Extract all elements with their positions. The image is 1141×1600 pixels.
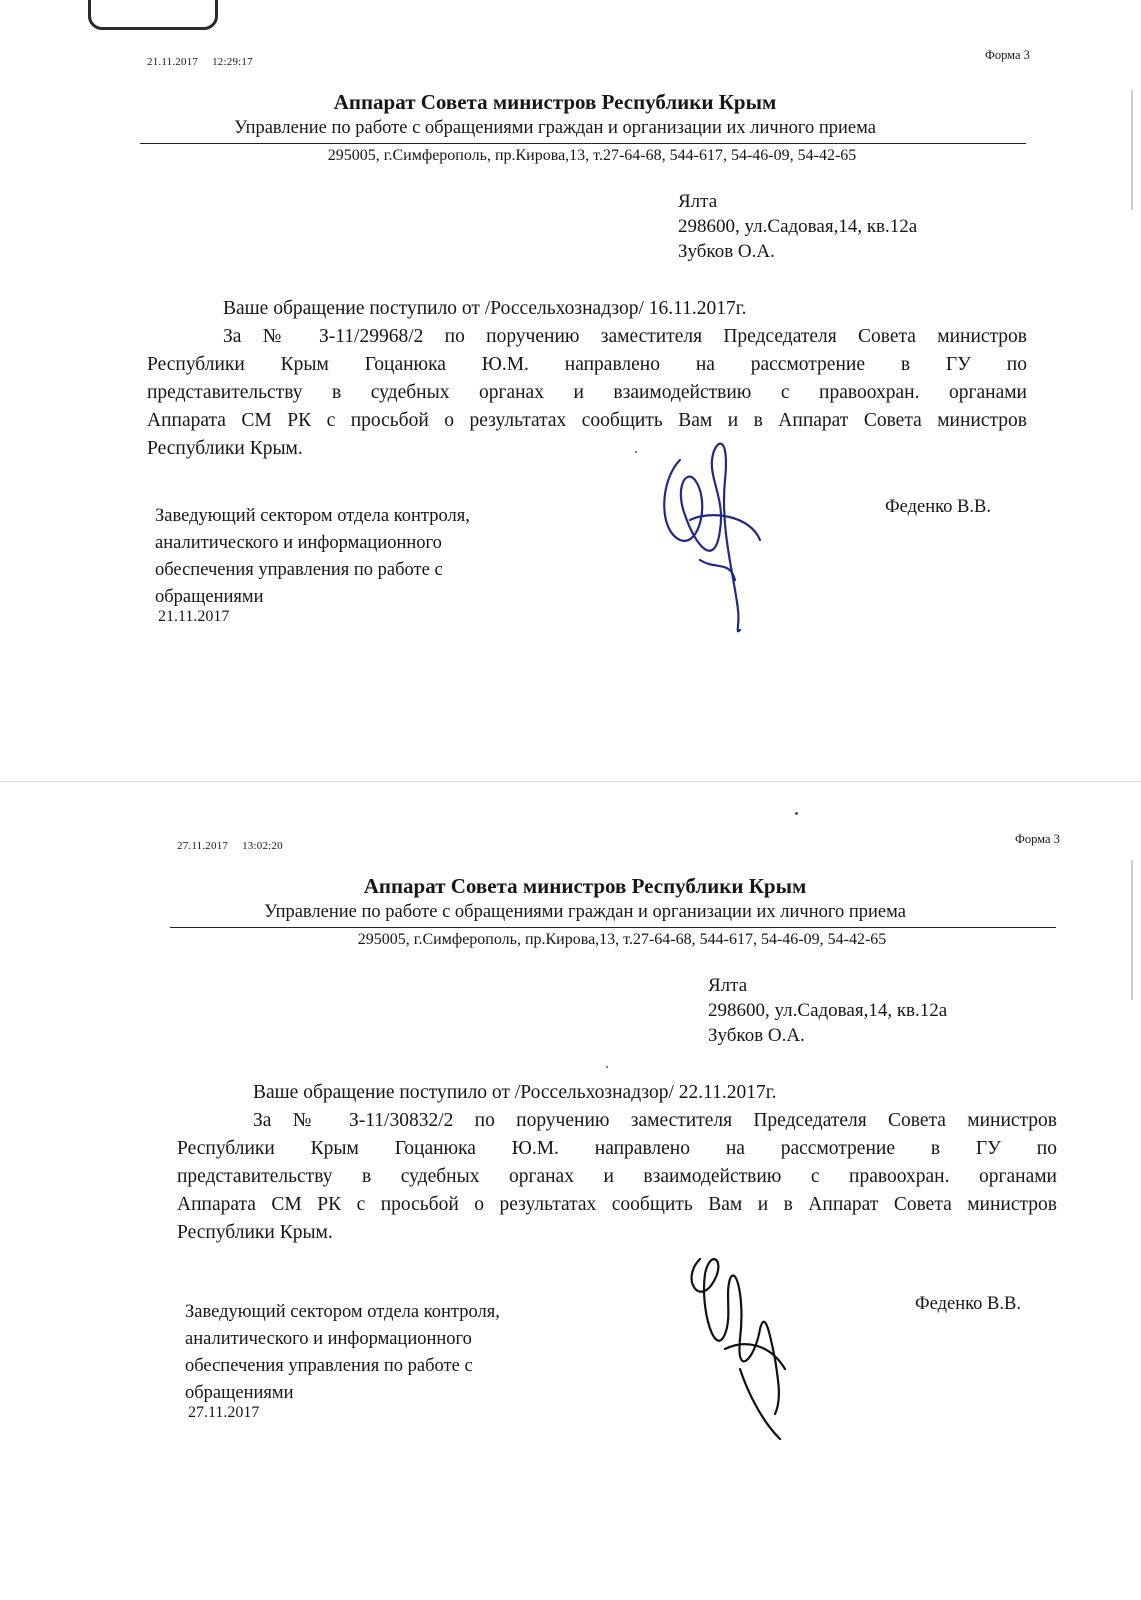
recipient-address: 298600, ул.Садовая,14, кв.12а xyxy=(708,1000,948,1021)
signatory-name: Феденко В.В. xyxy=(885,497,991,517)
form-label: Форма 3 xyxy=(1015,832,1060,846)
org-department: Управление по работе с обращениями граждан и организации их личного приема xyxy=(264,902,906,922)
recipient-block xyxy=(678,189,917,264)
print-date: 27.11.2017 xyxy=(177,840,229,852)
position-line: обеспечения управления по работе с xyxy=(185,1356,473,1376)
body-line: Республики Крым. xyxy=(177,1222,333,1243)
print-date: 21.11.2017 xyxy=(147,56,199,68)
print-time: 13:02:20 xyxy=(242,840,283,852)
print-datetime xyxy=(147,56,253,68)
recipient-block xyxy=(708,973,947,1048)
recipient-name: Зубков О.А. xyxy=(708,1025,805,1046)
recipient-city: Ялта xyxy=(708,975,748,996)
recipient-city: Ялта xyxy=(678,191,718,212)
body-line: Республики Крым Гоцанюка Ю.М. направлено на рассмотрение в ГУ по xyxy=(147,354,1027,375)
position-line: Заведующий сектором отдела контроля, xyxy=(155,506,470,526)
body-line: Ваше обращение поступило от /Россельхознадзор/ 16.11.2017г. xyxy=(223,298,747,319)
signatory-position xyxy=(185,1299,500,1407)
header-rule xyxy=(170,927,1056,928)
handwritten-signature xyxy=(670,1239,800,1459)
body-line: Аппарата СМ РК с просьбой о результатах сообщить Вам и в Аппарат Совета министров xyxy=(177,1194,1057,1215)
position-line: обеспечения управления по работе с xyxy=(155,560,443,580)
position-line: аналитического и информационного xyxy=(185,1329,472,1349)
position-line: Заведующий сектором отдела контроля, xyxy=(185,1302,500,1322)
body-line: представительству в судебных органах и взаимодействию с правоохран. органами xyxy=(177,1166,1057,1187)
position-line: обращениями xyxy=(185,1383,294,1403)
org-title: Аппарат Совета министров Республики Крым xyxy=(333,90,777,114)
notice-body xyxy=(177,1079,1057,1247)
print-datetime xyxy=(177,840,283,852)
notice-2 xyxy=(0,784,1141,1584)
signatory-name: Феденко В.В. xyxy=(915,1294,1021,1314)
org-address: 295005, г.Симферополь, пр.Кирова,13, т.27-64-68, 544-617, 54-46-09, 54-42-65 xyxy=(327,147,857,164)
position-line: аналитического и информационного xyxy=(155,533,442,553)
body-line: Республики Крым. xyxy=(147,438,303,459)
body-line: Республики Крым Гоцанюка Ю.М. направлено на рассмотрение в ГУ по xyxy=(177,1138,1057,1159)
recipient-address: 298600, ул.Садовая,14, кв.12а xyxy=(678,216,918,237)
body-line: За № З-11/30832/2 по поручению заместителя Председателя Совета министров xyxy=(253,1110,1057,1131)
header-rule xyxy=(140,143,1026,144)
body-line: За № З-11/29968/2 по поручению заместителя Председателя Совета министров xyxy=(223,326,1027,347)
body-line: Аппарата СМ РК с просьбой о результатах сообщить Вам и в Аппарат Совета министров xyxy=(147,410,1027,431)
position-line: обращениями xyxy=(155,587,264,607)
body-line: Ваше обращение поступило от /Россельхознадзор/ 22.11.2017г. xyxy=(253,1082,777,1103)
print-time: 12:29:17 xyxy=(212,56,253,68)
body-line: представительству в судебных органах и взаимодействию с правоохран. органами xyxy=(147,382,1027,403)
org-title: Аппарат Совета министров Республики Крым xyxy=(363,874,807,898)
sign-date: 27.11.2017 xyxy=(188,1404,260,1421)
org-department: Управление по работе с обращениями граждан и организации их личного приема xyxy=(234,118,876,138)
form-label: Форма 3 xyxy=(985,48,1030,62)
handwritten-signature xyxy=(640,420,770,640)
sign-date: 21.11.2017 xyxy=(158,608,230,625)
recipient-name: Зубков О.А. xyxy=(678,241,775,262)
signatory-position xyxy=(155,503,470,611)
notice-body xyxy=(147,295,1027,463)
org-address: 295005, г.Симферополь, пр.Кирова,13, т.27-64-68, 544-617, 54-46-09, 54-42-65 xyxy=(357,931,887,948)
